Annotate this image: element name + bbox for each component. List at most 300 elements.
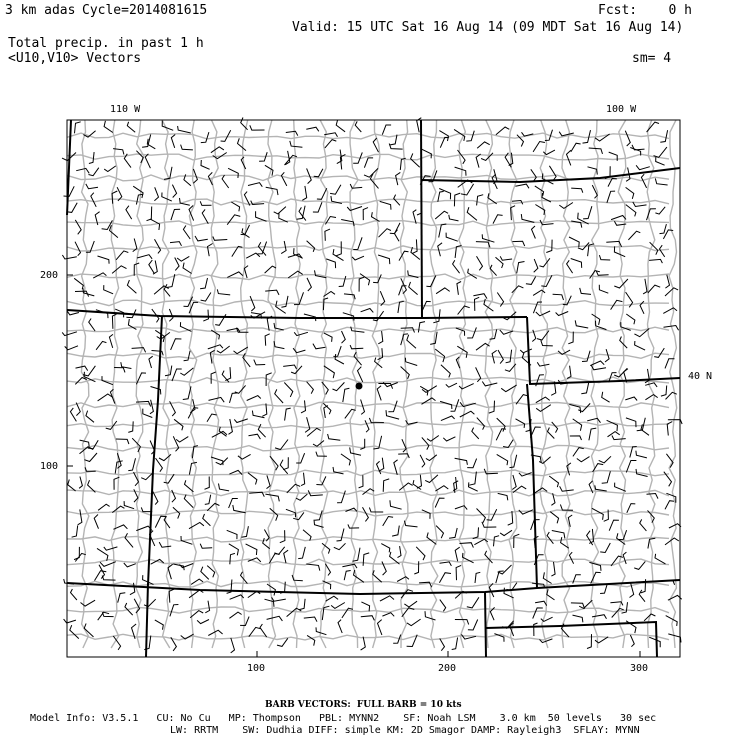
wind-barb — [394, 460, 398, 475]
wind-barb — [514, 534, 520, 548]
wind-barb — [155, 239, 161, 253]
wind-barb — [313, 202, 322, 212]
wind-barb — [647, 209, 656, 221]
wind-barb — [294, 332, 308, 335]
wind-barb — [635, 341, 646, 350]
wind-barb — [412, 239, 417, 253]
wind-barb — [325, 229, 330, 241]
wind-barb — [439, 573, 451, 583]
wind-barb — [180, 368, 193, 375]
barb-legend: BARB VECTORS: FULL BARB = 10 kts — [265, 700, 462, 710]
wind-barb — [141, 473, 152, 479]
wind-barb — [426, 455, 437, 461]
state-line — [421, 120, 422, 318]
wind-barb — [547, 532, 553, 544]
wind-barb — [306, 127, 319, 131]
wind-barb — [595, 485, 607, 491]
wind-barb — [200, 544, 212, 549]
wind-barb — [404, 601, 417, 607]
wind-barb — [344, 571, 351, 581]
wind-barb — [440, 562, 452, 566]
wind-barb — [150, 400, 154, 414]
wind-barb — [516, 419, 525, 428]
wind-barb — [155, 620, 164, 630]
wind-barb — [75, 242, 81, 256]
wind-barb — [89, 168, 99, 176]
wind-barb — [116, 439, 129, 444]
wind-barb — [649, 637, 660, 647]
wind-barb — [102, 612, 113, 616]
wind-barb — [183, 226, 190, 240]
wind-barb — [361, 616, 375, 621]
wind-barb — [361, 602, 369, 611]
wind-barb — [363, 208, 368, 221]
wind-barb — [128, 458, 135, 470]
wind-barb — [227, 272, 243, 278]
wind-barb — [482, 522, 496, 528]
wind-barb — [207, 414, 217, 422]
wind-barb — [275, 389, 283, 403]
wind-barb — [655, 554, 666, 564]
wind-barb — [552, 531, 565, 539]
wind-barb — [275, 440, 288, 450]
wind-barb — [436, 526, 443, 539]
wind-barb — [596, 271, 608, 275]
wind-barb — [441, 416, 455, 421]
wind-barb — [589, 428, 596, 440]
wind-barb — [183, 263, 192, 274]
county-line — [67, 607, 669, 613]
wind-barb — [379, 458, 384, 472]
wind-barb — [330, 185, 341, 195]
wind-barb — [532, 226, 536, 239]
wind-barb — [607, 191, 615, 203]
wind-barb — [455, 458, 468, 465]
wind-barb — [70, 408, 76, 422]
county-line — [67, 634, 669, 640]
wind-barb — [221, 130, 231, 141]
wind-barb — [626, 205, 636, 217]
wind-barb — [159, 542, 171, 547]
wind-barb — [195, 236, 208, 241]
wind-barb — [420, 455, 425, 468]
wind-barb — [660, 245, 665, 257]
wind-barb — [290, 141, 303, 147]
wind-barb — [440, 639, 445, 651]
wind-barb — [299, 599, 305, 610]
wind-barb — [407, 619, 421, 626]
wind-barb — [314, 169, 323, 177]
wind-barb — [265, 266, 276, 273]
wind-barb — [68, 480, 76, 492]
wind-barb — [341, 454, 351, 466]
wind-barb — [378, 620, 382, 635]
wind-barb — [498, 565, 512, 574]
wind-barb — [416, 547, 425, 560]
wind-barb — [627, 504, 636, 513]
wind-barb — [203, 514, 211, 526]
wind-barb — [493, 215, 503, 224]
wind-barb — [171, 135, 175, 148]
wind-barb — [498, 493, 508, 500]
wind-barb — [455, 167, 466, 176]
wind-barb — [281, 296, 288, 307]
wind-barb — [614, 279, 628, 288]
wind-barb — [280, 460, 288, 474]
wind-barb — [313, 441, 324, 447]
wind-barb — [359, 277, 364, 291]
wind-barb — [84, 453, 97, 462]
wind-barb — [378, 331, 383, 344]
wind-barb — [372, 212, 380, 221]
wind-barb — [78, 509, 82, 524]
wind-barb — [533, 608, 543, 619]
wind-barb — [86, 411, 94, 423]
wind-barb — [665, 288, 678, 296]
county-line — [458, 120, 466, 648]
wind-barb — [641, 424, 649, 435]
wind-barb — [306, 564, 320, 571]
wind-barb — [515, 184, 529, 188]
y-tick-100: 100 — [40, 461, 59, 472]
wind-barb — [316, 452, 327, 457]
wind-barb — [359, 475, 363, 488]
wind-barb — [205, 495, 211, 505]
wind-barb — [347, 207, 362, 211]
wind-barb — [307, 382, 314, 394]
county-line — [67, 199, 669, 205]
wind-barb — [649, 259, 662, 263]
wind-barb — [324, 333, 332, 342]
wind-barb — [307, 278, 311, 291]
wind-barb — [549, 166, 556, 181]
wind-barb — [600, 585, 607, 594]
wind-barb — [137, 255, 152, 259]
wind-barb — [373, 570, 382, 582]
state-line — [148, 316, 162, 585]
state-line — [485, 592, 486, 657]
x-tick-200: 200 — [438, 663, 457, 674]
wind-barb — [592, 185, 597, 198]
wind-barb — [217, 289, 230, 295]
wind-barb — [84, 624, 93, 637]
wind-barb — [568, 332, 573, 344]
wind-barb — [235, 385, 246, 393]
wind-barb — [304, 617, 317, 622]
wind-barb — [648, 285, 660, 293]
wind-barb — [149, 356, 153, 368]
wind-barb — [331, 603, 345, 609]
wind-barb — [361, 309, 374, 313]
wind-barb — [640, 519, 647, 531]
wind-barb — [156, 458, 163, 472]
wind-barb — [124, 501, 134, 509]
wind-barb — [339, 276, 346, 287]
wind-barb — [550, 512, 558, 524]
wind-barb — [583, 130, 591, 143]
wind-barb — [116, 251, 128, 260]
wind-barb — [475, 297, 480, 311]
wind-barb — [325, 140, 336, 148]
wind-barb — [74, 278, 83, 289]
wind-barb — [145, 154, 150, 168]
wind-barb — [636, 165, 650, 169]
wind-barb — [609, 520, 619, 531]
wind-barb — [360, 274, 370, 286]
wind-barb — [333, 382, 345, 390]
wind-barb — [336, 120, 345, 132]
wind-barb — [661, 386, 667, 397]
wind-barb — [582, 351, 590, 362]
wind-barb — [581, 383, 588, 394]
wind-barb — [381, 544, 390, 553]
wind-barb — [455, 547, 460, 561]
wind-barb — [230, 393, 238, 403]
wind-barb — [208, 244, 213, 257]
wind-barb — [313, 344, 326, 349]
wind-barb — [112, 266, 126, 274]
wind-barb — [118, 593, 126, 603]
wind-barb — [104, 121, 113, 133]
wind-barb — [298, 547, 305, 559]
wind-barb — [477, 256, 483, 270]
wind-barb — [62, 332, 77, 336]
wind-barb — [274, 341, 284, 349]
wind-barb — [200, 201, 211, 205]
wind-barb — [570, 436, 582, 440]
wind-barb — [284, 383, 293, 397]
wind-barb — [567, 260, 573, 273]
wind-barb — [446, 233, 458, 242]
wind-barb — [181, 145, 193, 150]
wind-barb — [124, 563, 136, 567]
wind-barb — [171, 209, 180, 220]
wind-barb — [625, 131, 630, 146]
wind-barb — [427, 533, 436, 545]
wind-barb — [496, 429, 506, 441]
wind-barb — [575, 320, 588, 328]
wind-barb — [338, 620, 342, 633]
wind-barb — [473, 294, 487, 299]
field-title-vectors: <U10,V10> Vectors — [8, 51, 142, 66]
state-line — [146, 583, 148, 657]
wind-barb — [201, 293, 211, 302]
wind-barb — [342, 331, 346, 343]
wind-barb — [114, 368, 125, 373]
wind-barb — [551, 562, 555, 576]
wind-barb — [469, 482, 478, 491]
wind-barb — [75, 122, 81, 134]
wind-barb — [184, 351, 191, 361]
wind-barb — [623, 552, 626, 564]
wind-barb — [281, 172, 286, 186]
wind-barb — [228, 168, 238, 178]
wind-barb — [531, 169, 537, 181]
wind-barb — [154, 286, 169, 294]
wind-barb — [397, 577, 409, 582]
wind-barb — [655, 207, 665, 214]
wind-barb — [625, 397, 637, 401]
wind-barb — [632, 145, 645, 150]
wind-barb — [449, 215, 459, 221]
wind-barb — [178, 126, 191, 133]
wind-barb — [645, 383, 657, 387]
wind-barb — [286, 131, 298, 135]
wind-barb — [265, 334, 270, 346]
wind-barb — [534, 623, 538, 636]
wind-barb — [417, 475, 422, 489]
wind-barb — [203, 310, 208, 322]
wind-barb — [307, 635, 315, 645]
model-name: 3 km adas — [5, 3, 76, 18]
wind-barb — [67, 311, 79, 315]
wind-barb — [595, 134, 610, 141]
wind-barb — [441, 365, 450, 378]
wind-barb — [170, 242, 182, 246]
wind-barb — [64, 619, 76, 623]
wind-barb — [296, 453, 304, 463]
wind-barb — [414, 561, 418, 574]
wind-barb — [185, 480, 194, 492]
wind-barb — [591, 572, 601, 583]
wind-barb — [500, 256, 512, 260]
wind-barb — [342, 564, 357, 568]
wind-barb — [211, 147, 224, 153]
wind-barb — [254, 360, 265, 365]
wind-barb — [323, 298, 328, 310]
wind-barb — [315, 511, 323, 521]
wind-barb — [573, 419, 582, 431]
wind-barb — [436, 288, 450, 294]
wind-barb — [443, 437, 455, 441]
wind-barb — [238, 138, 247, 150]
wind-barb — [611, 216, 626, 220]
wind-barb — [200, 278, 207, 289]
wind-barb — [79, 477, 82, 489]
wind-barb — [439, 189, 450, 200]
wind-barb — [467, 597, 479, 608]
wind-barb — [580, 288, 591, 295]
wind-barb — [322, 606, 329, 620]
wind-barbs — [62, 118, 682, 653]
wind-barb — [573, 448, 584, 457]
wind-barb — [247, 396, 261, 401]
wind-barb — [643, 279, 647, 294]
wind-barb — [608, 432, 620, 437]
wind-barb — [599, 456, 611, 463]
wind-barb — [459, 384, 474, 389]
wind-barb — [634, 561, 645, 569]
wind-barb — [404, 521, 417, 527]
wind-barb — [405, 358, 417, 366]
wind-barb — [500, 530, 512, 535]
wind-barb — [132, 348, 146, 353]
wind-barb — [95, 571, 107, 581]
wind-barb — [466, 131, 474, 141]
wind-barb — [571, 259, 582, 268]
wind-barb — [149, 260, 155, 274]
wind-barb — [365, 420, 369, 432]
wind-barb — [467, 459, 476, 468]
wind-barb — [301, 473, 305, 486]
wind-barb — [517, 262, 525, 274]
wind-barb — [364, 158, 373, 168]
county-line — [81, 120, 89, 648]
wind-barb — [267, 475, 271, 488]
wind-barb — [231, 202, 239, 211]
wind-barb — [326, 596, 339, 601]
wind-barb — [96, 341, 106, 349]
wind-barb — [590, 361, 604, 366]
wind-barb — [197, 620, 209, 624]
state-line — [421, 168, 680, 182]
wind-barb — [71, 589, 77, 600]
wind-barb — [636, 451, 647, 458]
wind-barb — [599, 285, 608, 294]
lon-label-110w: 110 W — [110, 104, 141, 115]
wind-barb — [352, 256, 364, 260]
wind-barb — [481, 153, 493, 161]
wind-barb — [407, 335, 416, 349]
wind-barb — [547, 589, 555, 600]
wind-barb — [355, 121, 361, 132]
field-title-precip: Total precip. in past 1 h — [8, 36, 204, 51]
wind-barb — [202, 209, 208, 223]
wind-barb — [337, 529, 345, 542]
wind-barb — [599, 255, 610, 260]
wind-barb — [213, 237, 228, 241]
wind-barb — [422, 510, 430, 519]
wind-barb — [521, 214, 534, 222]
wind-barb — [567, 366, 571, 379]
wind-barb — [587, 418, 600, 422]
wind-barb — [539, 258, 550, 267]
wind-barb — [249, 492, 264, 497]
wind-barb — [335, 354, 344, 364]
wind-barb — [190, 611, 203, 618]
wind-barb — [62, 255, 76, 259]
wind-barb — [512, 475, 516, 490]
county-line — [67, 300, 669, 306]
state-line — [527, 384, 537, 588]
wind-barb — [506, 350, 512, 363]
wind-barb — [382, 125, 391, 135]
wind-barb — [285, 408, 291, 421]
wind-barb — [246, 544, 257, 555]
wind-barb — [171, 339, 182, 350]
y-tick-200: 200 — [40, 270, 59, 281]
wind-barb — [343, 388, 350, 402]
wind-barb — [244, 266, 248, 278]
wind-barb — [98, 394, 113, 401]
wind-barb — [533, 142, 545, 152]
wind-barb — [219, 484, 230, 491]
wind-barb — [602, 471, 611, 483]
x-tick-300: 300 — [630, 663, 649, 674]
wind-barb — [127, 280, 136, 293]
wind-barb — [645, 395, 657, 400]
wind-barb — [94, 515, 98, 529]
wind-barb — [80, 440, 90, 447]
wind-barb — [373, 274, 381, 282]
wind-barb — [104, 285, 113, 294]
valid-time: Valid: 15 UTC Sat 16 Aug 14 (09 MDT Sat 16 Aug 14) — [292, 20, 684, 35]
wind-barb — [497, 454, 508, 465]
wind-barb — [630, 635, 634, 647]
wind-barb — [390, 223, 400, 234]
cycle-label: Cycle=2014081615 — [82, 3, 208, 18]
wind-barb — [154, 187, 158, 201]
